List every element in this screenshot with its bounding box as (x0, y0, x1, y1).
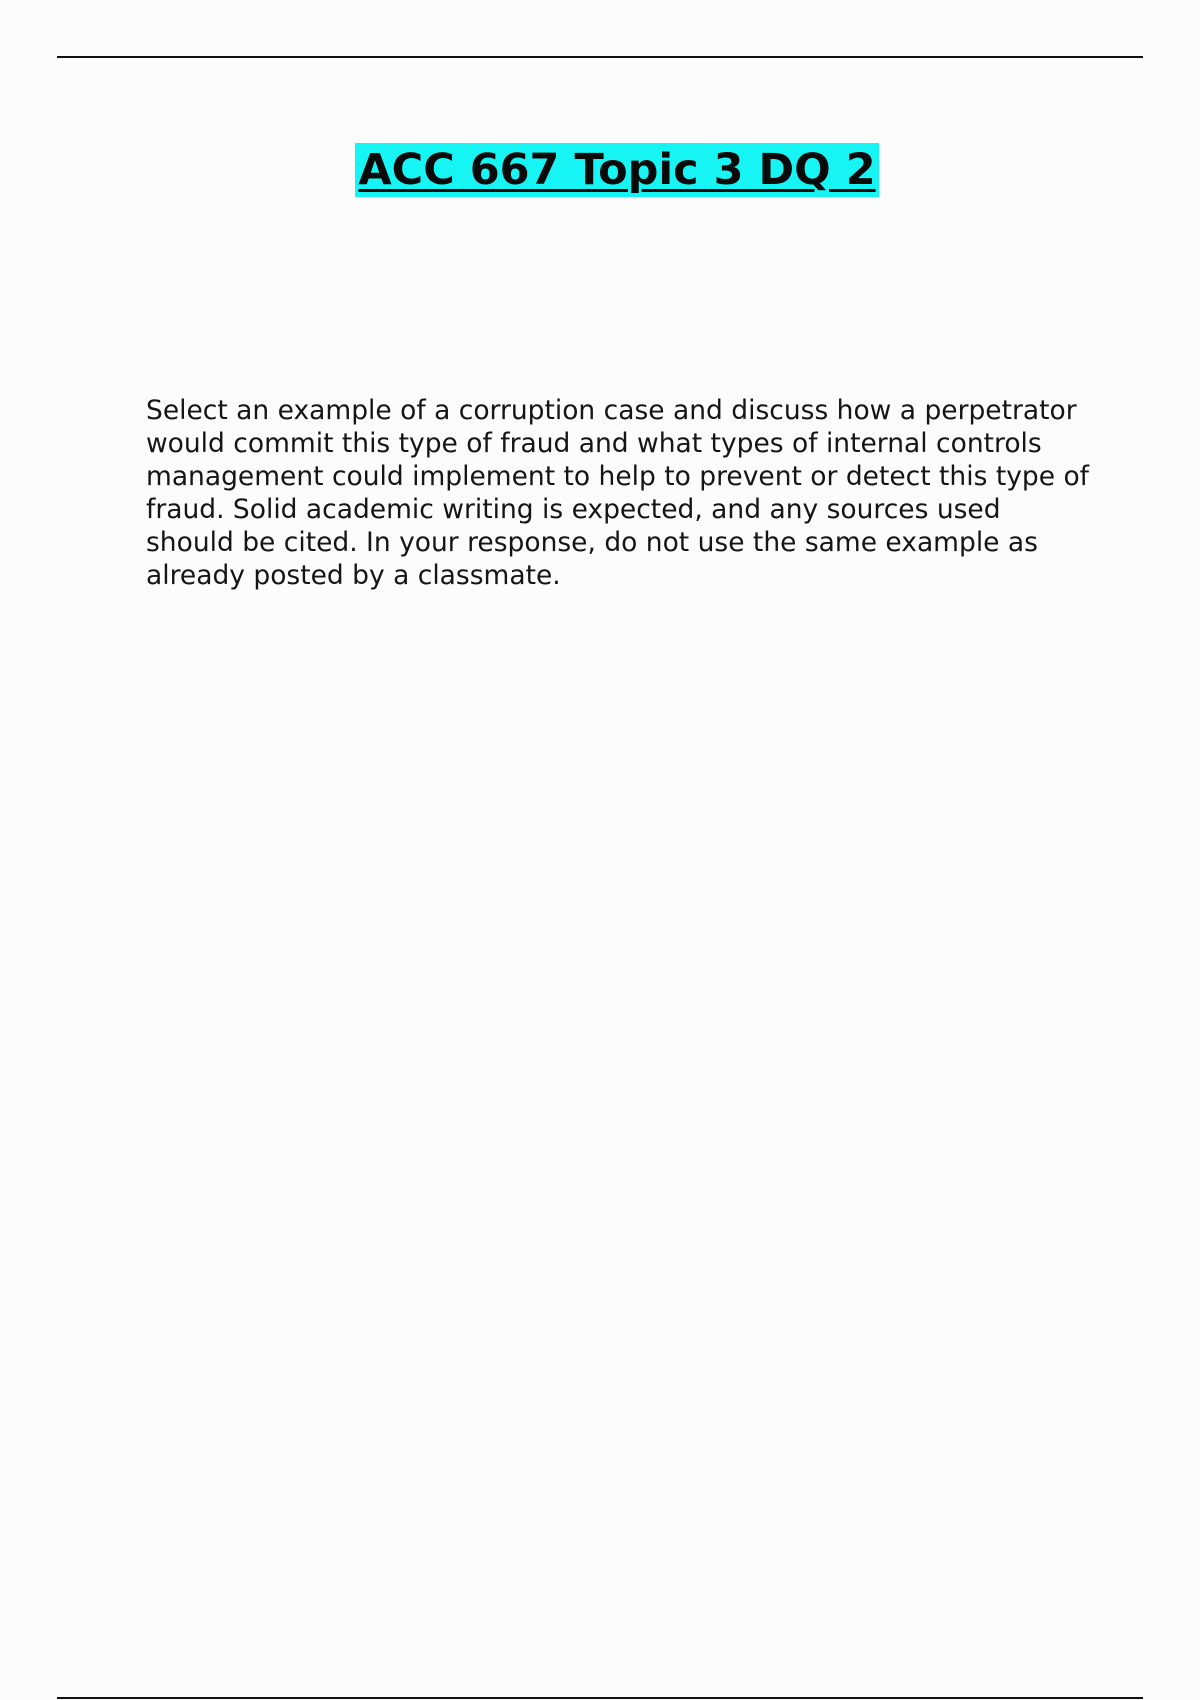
bottom-rule (57, 1697, 1143, 1699)
top-rule (57, 56, 1143, 58)
prompt-paragraph: Select an example of a corruption case and discuss how a perpetrator would commit this type of fraud and what types of internal controls management could implement to help to prevent or detect this type of fraud. Solid academic writing is expected, and any sources used should be cited. In your response, do not use the same example as already posted by a classmate. (146, 395, 1089, 591)
title-container (0, 143, 1200, 197)
document-title: ACC 667 Topic 3 DQ 2 (355, 143, 878, 197)
